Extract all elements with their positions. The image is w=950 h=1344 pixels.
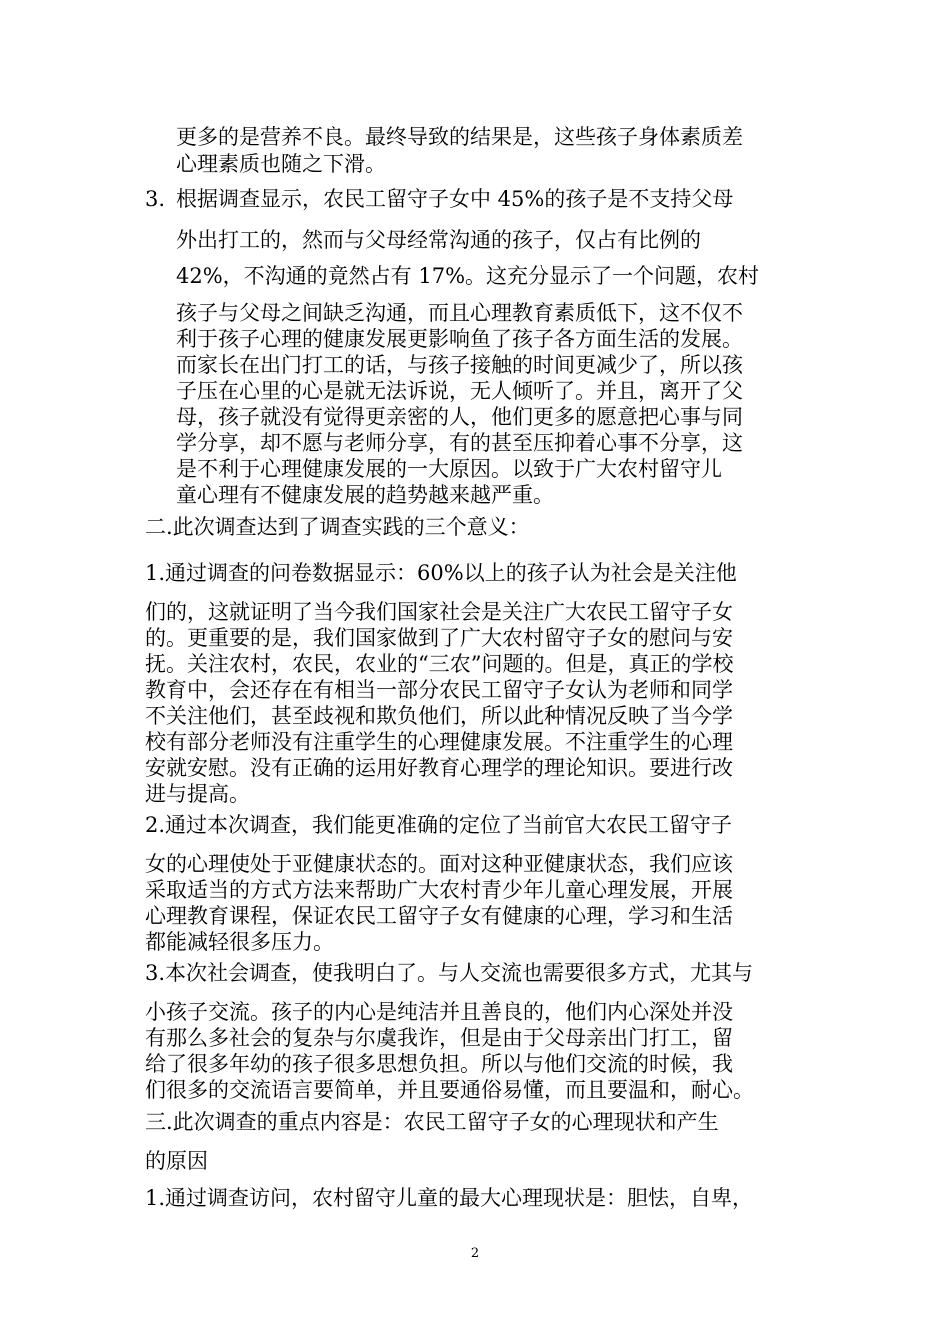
text-line: 校有部分老师没有注重学生的心理健康发展。不注重学生的心理 (145, 730, 733, 754)
text-line: 们的，这就证明了当今我们国家社会是关注广大农民工留守子女 (145, 600, 733, 624)
text-line: 利于孩子心理的健康发展更影响鱼了孩子各方面生活的发展。 (176, 327, 743, 351)
text-line: 给了很多年幼的孩子很多思想负担。所以与他们交流的时候，我 (145, 1052, 733, 1076)
text-line: 1.通过调查访问，农村留守儿童的最大心理现状是：胆怯，自卑， (145, 1186, 754, 1210)
text-line: 女的心理使处于亚健康状态的。面对这种亚健康状态，我们应该 (145, 852, 733, 876)
text-line: 子压在心里的心是就无法诉说，无人倾听了。并且，离开了父 (176, 379, 743, 403)
text-line: 三.此次调查的重点内容是：农民工留守子女的心理现状和产生 (145, 1110, 719, 1134)
text-line: 有那么多社会的复杂与尔虞我诈，但是由于父母亲出门打工，留 (145, 1026, 733, 1050)
text-line: 安就安慰。没有正确的运用好教育心理学的理论知识。要进行改 (145, 756, 733, 780)
text-line: 教育中，会还存在有相当一部分农民工留守子女认为老师和同学 (145, 678, 733, 702)
text-line: 外出打工的，然而与父母经常沟通的孩子，仅占有比例的 (176, 228, 701, 252)
page-number: 2 (470, 1246, 480, 1261)
text-line: 学分享，却不愿与老师分享，有的甚至压抑着心事不分享，这 (176, 431, 743, 455)
text-line: 们很多的交流语言要简单，并且要通俗易懂，而且要温和，耐心。 (145, 1078, 754, 1102)
text-line: 心理素质也随之下滑。 (176, 152, 386, 176)
text-line: 小孩子交流。孩子的内心是纯洁并且善良的，他们内心深处并没 (145, 1000, 733, 1024)
text-line: 而家长在出门打工的话，与孩子接触的时间更减少了，所以孩 (176, 353, 743, 377)
text-line: 的原因 (145, 1149, 208, 1173)
text-line: 根据调查显示，农民工留守子女中 45%的孩子是不支持父母 (176, 187, 734, 211)
text-line: 心理教育课程，保证农民工留守子女有健康的心理，学习和生活 (145, 904, 733, 928)
section-heading-2: 二.此次调查达到了调查实践的三个意义： (145, 515, 530, 539)
text-line: 更多的是营养不良。最终导致的结果是，这些孩子身体素质差 (176, 125, 743, 149)
text-line: 母，孩子就没有觉得更亲密的人，他们更多的愿意把心事与同 (176, 405, 743, 429)
text-line: 不关注他们，甚至歧视和欺负他们，所以此种情况反映了当今学 (145, 704, 733, 728)
text-line: 都能减轻很多压力。 (145, 930, 334, 954)
text-line: 3.本次社会调查，使我明白了。与人交流也需要很多方式，尤其与 (145, 961, 754, 985)
text-line: 孩子与父母之间缺乏沟通，而且心理教育素质低下，这不仅不 (176, 301, 743, 325)
text-line: 1.通过调查的问卷数据显示：60%以上的孩子认为社会是关注他 (145, 561, 737, 585)
list-number: 3. (145, 187, 166, 211)
text-line: 童心理有不健康发展的趋势越来越严重。 (176, 483, 554, 507)
text-line: 抚。关注农村，农民，农业的“三农”问题的。但是，真正的学校 (145, 652, 734, 676)
text-line: 42%，不沟通的竟然占有 17%。这充分显示了一个问题，农村 (176, 264, 760, 288)
text-line: 2.通过本次调查，我们能更准确的定位了当前官大农民工留守子 (145, 813, 733, 837)
text-line: 是不利于心理健康发展的一大原因。以致于广大农村留守儿 (176, 457, 722, 481)
text-line: 进与提高。 (145, 782, 250, 806)
text-line: 的。更重要的是，我们国家做到了广大农村留守子女的慰问与安 (145, 626, 733, 650)
text-line: 采取适当的方式方法来帮助广大农村青少年儿童心理发展，开展 (145, 878, 733, 902)
